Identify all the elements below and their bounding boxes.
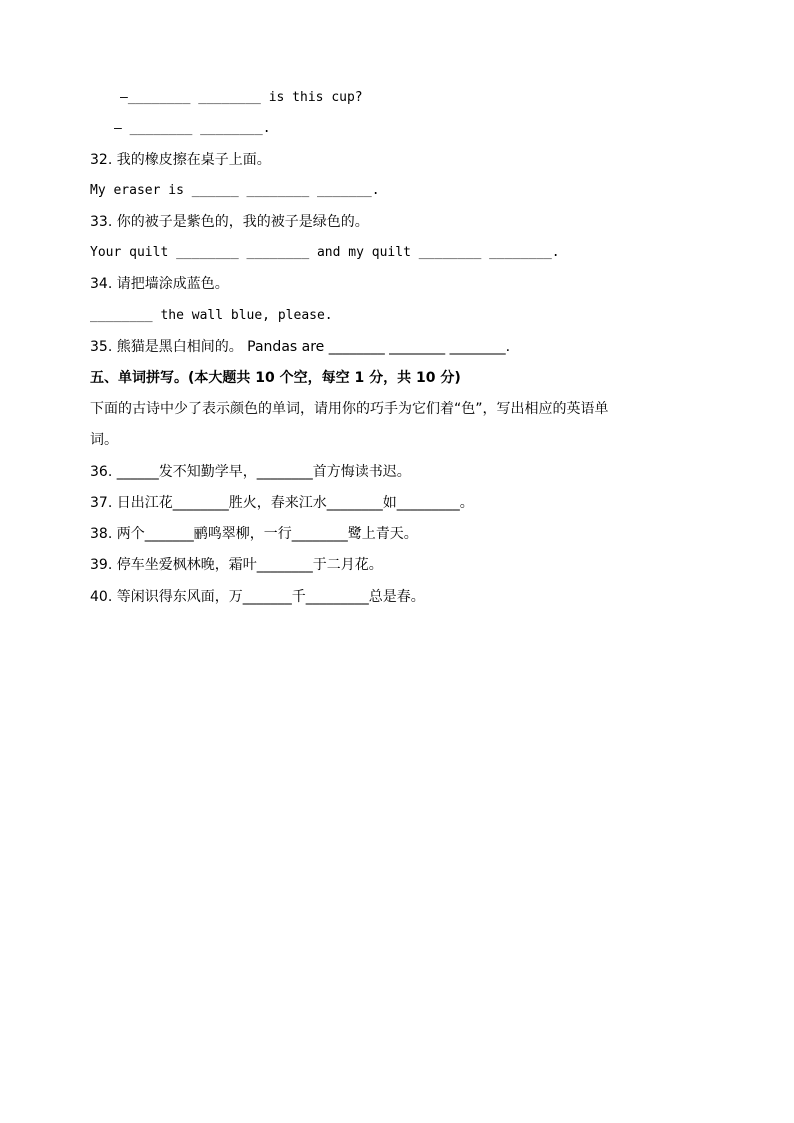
section5-instructions-line-1: 下面的古诗中少了表示颜色的单词，请用你的巧手为它们着“色”，写出相应的英语单 (90, 401, 609, 417)
q39-line: 39. 停车坐爱枫林晚，霜叶________于二月花。 (90, 557, 383, 573)
section5-instructions-line-2: 词。 (90, 432, 118, 448)
q37-line: 37. 日出江花________胜火，春来江水________如_________。 (90, 495, 474, 511)
q33-english-line: Your quilt ________ ________ and my quilt ________ ________. (90, 245, 560, 260)
q36-line: 36. ______发不知勤学早，________首方悔读书迟。 (90, 464, 411, 480)
q32-chinese-line: 32. 我的橡皮擦在桌子上面。 (90, 152, 271, 168)
q31-question-line: —________ ________ is this cup? (120, 90, 363, 105)
q35-line: 35. 熊猫是黑白相间的。 Pandas are ________ ________ ________. (90, 339, 511, 355)
q40-line: 40. 等闲识得东风面，万_______千_________总是春。 (90, 589, 425, 605)
q31-answer-line: — ________ ________. (114, 121, 271, 136)
section5-heading: 五、单词拼写。(本大题共 10 个空，每空 1 分，共 10 分) (90, 370, 461, 386)
q32-english-line: My eraser is ______ ________ _______. (90, 183, 380, 198)
q34-english-line: ________ the wall blue, please. (90, 308, 333, 323)
q34-chinese-line: 34. 请把墙涂成蓝色。 (90, 276, 229, 292)
q33-chinese-line: 33. 你的被子是紫色的，我的被子是绿色的。 (90, 214, 369, 230)
q38-line: 38. 两个_______鹂鸣翠柳，一行________鹭上青天。 (90, 526, 418, 542)
